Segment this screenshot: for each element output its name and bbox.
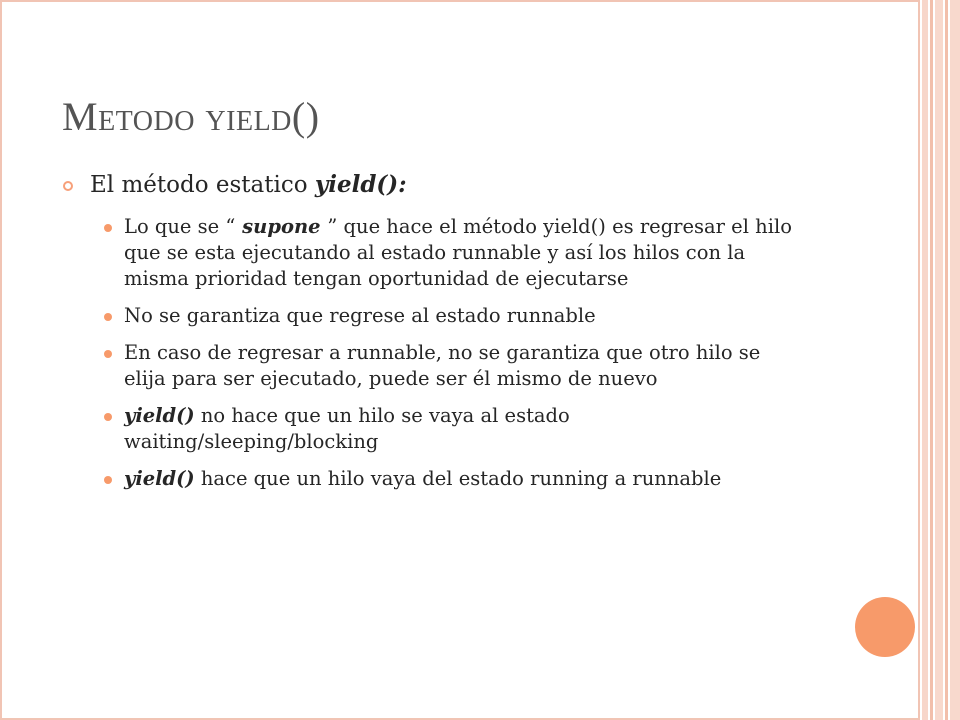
dot-bullet-icon — [104, 476, 112, 484]
list-item — [60, 403, 804, 455]
bullet-text: No se garantiza que regrese al estado runnable — [124, 304, 596, 327]
sub-bullet-list — [60, 214, 840, 492]
decorative-circle — [855, 597, 915, 657]
bullet-emphasis: supone — [235, 215, 328, 238]
dot-bullet-icon — [104, 350, 112, 358]
decorative-stripe — [950, 0, 960, 720]
main-point-lead: El método estatico — [90, 172, 315, 198]
decorative-stripe — [922, 0, 928, 720]
ring-bullet-icon — [63, 181, 73, 191]
list-item — [60, 303, 804, 329]
decorative-stripe — [930, 0, 933, 720]
bullet-prefix: Lo que se “ — [124, 215, 236, 238]
bullet-emphasis: yield() — [124, 467, 195, 490]
slide-content — [60, 170, 840, 503]
bullet-suffix: no hace que un hilo se vaya al estado waiting/sleeping/blocking — [124, 404, 570, 453]
dot-bullet-icon — [104, 224, 112, 232]
decorative-stripe — [945, 0, 948, 720]
list-item — [60, 214, 804, 292]
main-point — [60, 170, 840, 200]
dot-bullet-icon — [104, 413, 112, 421]
bullet-suffix: hace que un hilo vaya del estado running a runnable — [194, 467, 722, 490]
bullet-suffix: ” que hace el método yield() es regresar el hilo que se esta ejecutando al estado runnable y así los hilos con la misma prioridad tengan oportunidad de ejecutarse — [124, 215, 792, 290]
bullet-text: En caso de regresar a runnable, no se garantiza que otro hilo se elija para ser ejecutado, puede ser él mismo de nuevo — [124, 341, 761, 390]
slide-title: Metodo yield() — [62, 94, 320, 139]
main-point-emphasis: yield(): — [314, 171, 407, 198]
list-item — [60, 340, 804, 392]
dot-bullet-icon — [104, 313, 112, 321]
decorative-stripe — [935, 0, 943, 720]
bullet-emphasis: yield() — [124, 404, 195, 427]
list-item — [60, 466, 804, 492]
